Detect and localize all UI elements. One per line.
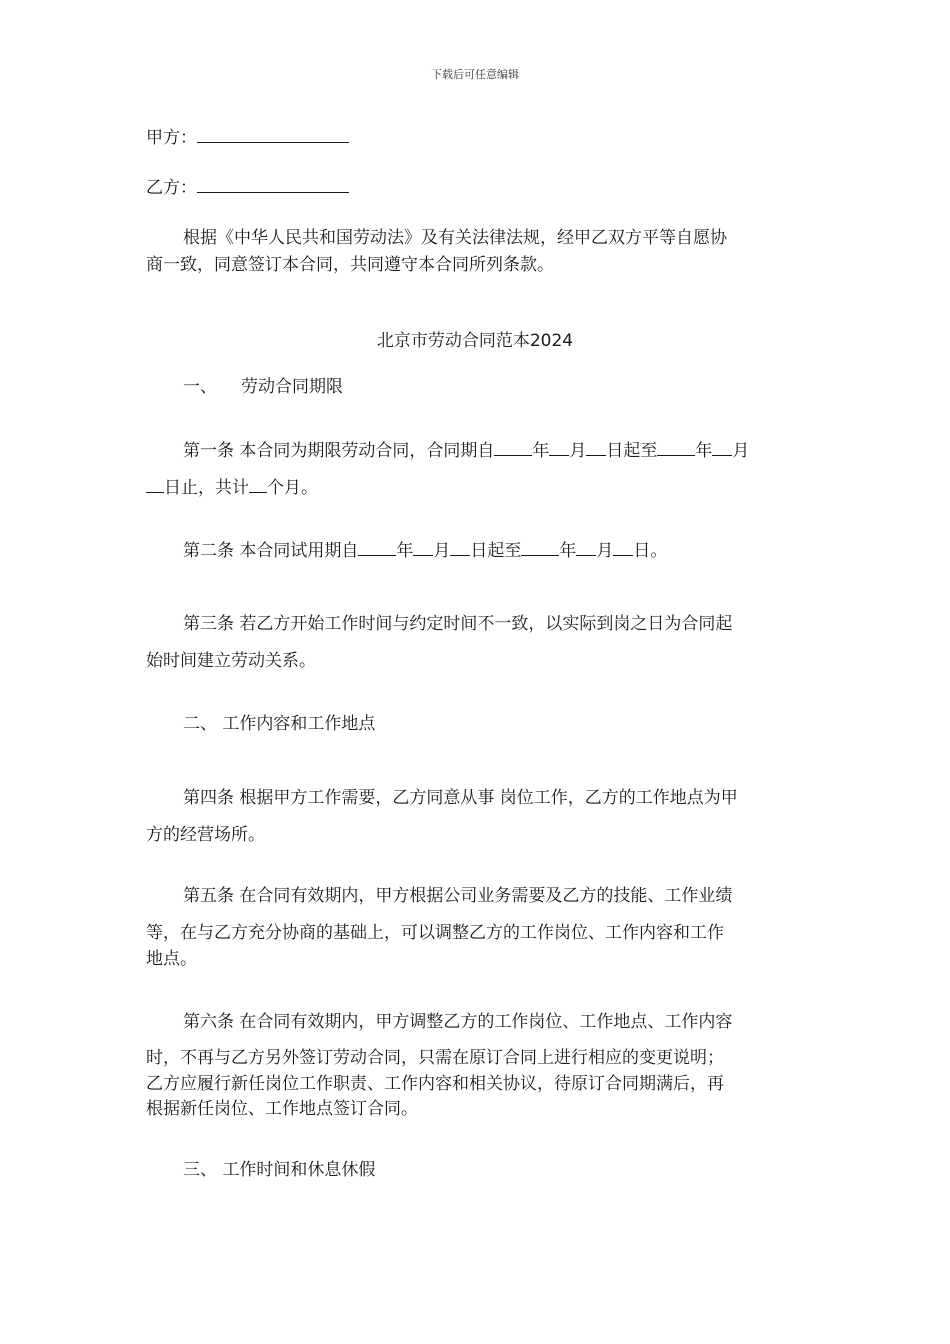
blank [494, 440, 532, 456]
article-6-line-4: 根据新任岗位、工作地点签订合同。 [146, 1099, 418, 1119]
article-1-months: 个月。 [267, 478, 318, 498]
article-2-day-end: 日。 [633, 541, 668, 561]
article-3-line-1: 第三条 若乙方开始工作时间与约定时间不一致，以实际到岗之日为合同起 [183, 614, 733, 634]
article-2-line [183, 540, 667, 561]
party-a-blank [197, 127, 349, 143]
article-5-line-1: 第五条 在合同有效期内，甲方根据公司业务需要及乙方的技能、工作业绩 [183, 886, 733, 906]
article-2-year: 年 [396, 541, 414, 561]
party-b-line [146, 177, 349, 198]
article-4-line-2: 方的经营场所。 [146, 825, 265, 845]
party-a-line [146, 127, 349, 148]
article-1-line-2 [146, 477, 318, 498]
article-3-line-2: 始时间建立劳动关系。 [146, 651, 316, 671]
blank [549, 440, 569, 456]
blank [576, 540, 596, 556]
article-1-end: 日止，共计 [164, 478, 249, 498]
blank [146, 477, 164, 493]
blank [586, 440, 606, 456]
article-6-line-2: 时，不再与乙方另外签订劳动合同，只需在原订合同上进行相应的变更说明； [146, 1048, 724, 1068]
blank [249, 477, 267, 493]
article-2-month-2: 月 [596, 541, 614, 561]
party-b-blank [197, 177, 349, 193]
section-2-heading: 二、 工作内容和工作地点 [183, 714, 376, 734]
section-1-title: 劳动合同期限 [241, 377, 343, 397]
article-5-line-2: 等，在与乙方充分协商的基础上，可以调整乙方的工作岗位、工作内容和工作 [146, 923, 724, 943]
blank [613, 540, 633, 556]
page-header: 下载后可任意编辑 [431, 68, 519, 81]
document-title: 北京市劳动合同范本2024 [376, 331, 574, 351]
blank [657, 440, 695, 456]
article-1-day-from: 日起至 [606, 441, 658, 461]
article-2-text: 第二条 本合同试用期自 [183, 541, 359, 561]
section-3-heading: 三、 工作时间和休息休假 [183, 1160, 376, 1180]
article-6-line-1: 第六条 在合同有效期内，甲方调整乙方的工作岗位、工作地点、工作内容 [183, 1012, 733, 1032]
article-2-month: 月 [433, 541, 451, 561]
article-4-line-1: 第四条 根据甲方工作需要，乙方同意从事 岗位工作，乙方的工作地点为甲 [183, 788, 738, 808]
article-1-month: 月 [569, 441, 587, 461]
article-1-month-2: 月 [732, 441, 750, 461]
blank [358, 540, 396, 556]
party-a-label: 甲方： [146, 128, 197, 148]
article-1-text: 第一条 本合同为期限劳动合同，合同期自 [183, 441, 495, 461]
party-b-label: 乙方： [146, 178, 197, 198]
blank [413, 540, 433, 556]
blank [712, 440, 732, 456]
blank [521, 540, 559, 556]
article-2-day-from: 日起至 [470, 541, 522, 561]
article-6-line-3: 乙方应履行新任岗位工作职责、工作内容和相关协议，待原订合同期满后，再 [146, 1074, 724, 1094]
blank [450, 540, 470, 556]
article-1-year: 年 [532, 441, 550, 461]
article-5-line-3: 地点。 [146, 949, 197, 969]
section-1-number: 一、 [183, 377, 217, 397]
article-1-line-1 [183, 440, 749, 461]
intro-line-1: 根据《中华人民共和国劳动法》及有关法律法规，经甲乙双方平等自愿协 [183, 228, 727, 248]
intro-line-2: 商一致，同意签订本合同，共同遵守本合同所列条款。 [146, 255, 554, 275]
article-1-year-2: 年 [695, 441, 713, 461]
article-2-year-2: 年 [559, 541, 577, 561]
